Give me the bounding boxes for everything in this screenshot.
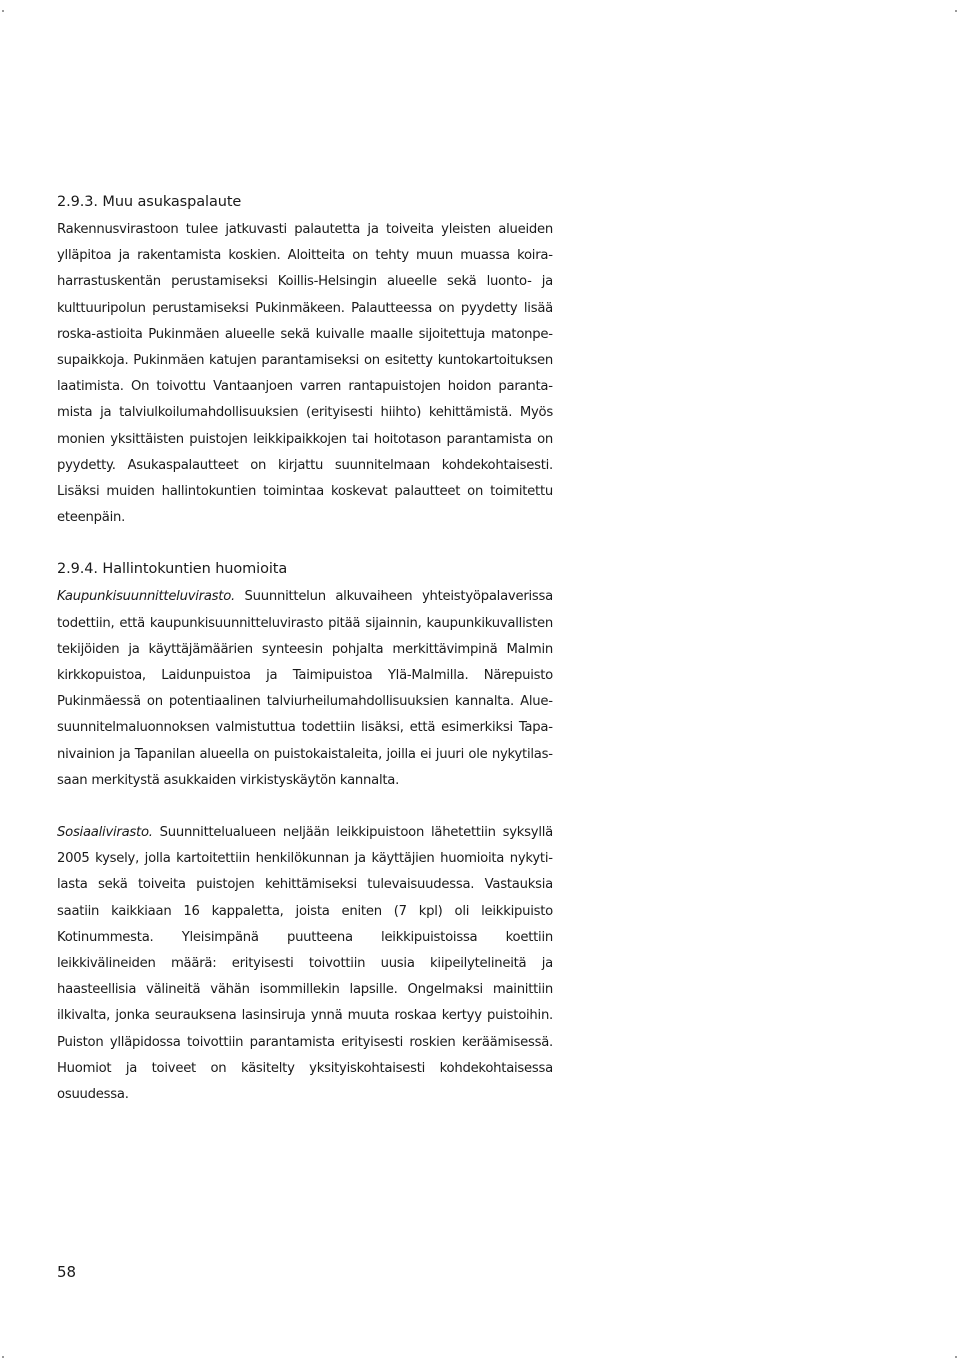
paragraph-lead-sosiaalivirasto: Sosiaalivirasto. — [57, 825, 153, 841]
crop-mark-top-left — [2, 10, 4, 12]
section-spacer — [57, 531, 553, 557]
paragraph-spacer — [57, 794, 553, 820]
paragraph-kaupunkisuunnitteluvirasto — [57, 584, 553, 794]
crop-mark-bottom-right — [955, 1356, 957, 1358]
section-heading-muu-asukaspalaute: 2.9.3. Muu asukaspalaute — [57, 194, 242, 210]
paragraph-text-kaupunkisuunnitteluvirasto: Suunnittelun alkuvaiheen yhteistyöpalaverissa todettiin, että kaupunkisuunnitteluvirasto pitää sijainnin, kaupunkikuvallisten tekijöiden ja käyttäjämäärien synteesin pohjalta merkittävimpinä Malmin kirkkopuistoa, Laidunpuistoa ja Taimipuistoa Ylä-Malmilla. Närepuisto Pukinmäessä on potentiaalinen talviurheilumahdollisuuksien kannalta. Aluesuunnitelmaluonnoksen valmistuttua todettiin lisäksi, että esimerkiksi Tapanivainion ja Tapanilan alueella on puistokaistaleita, joilla ei juuri ole nykytilassaan merkitystä asukkaiden virkistyskäytön kannalta. — [57, 589, 553, 788]
paragraph-lead-kaupunkisuunnitteluvirasto: Kaupunkisuunnitteluvirasto. — [57, 589, 235, 605]
crop-mark-bottom-left — [2, 1356, 4, 1358]
paragraph-sosiaalivirasto — [57, 820, 553, 1108]
paragraph-asukaspalaute: Rakennusvirastoon tulee jatkuvasti palautetta ja toiveita yleisten alueiden ylläpitoa ja rakentamista koskien. Aloitteita on tehty muun muassa koiraharrastuskentän perustamiseksi Koillis-Helsingin alueelle sekä luonto- ja kulttuuripolun perustamiseksi Pukinmäkeen. Palautteessa on pyydetty lisää roska-astioita Pukinmäen alueelle sekä kuivalle maalle sijoitettuja matonpesupaikkoja. Pukinmäen katujen parantamiseksi on esitetty kuntokartoituksen laatimista. On toivottu Vantaanjoen varren rantapuistojen hoidon parantamista ja talviulkoilumahdollisuuksien (erityisesti hiihto) kehittämistä. Myös monien yksittäisten puistojen leikkipaikkojen tai hoitotason parantamista on pyydetty. Asukaspalautteet on kirjattu suunnitelmaan kohdekohtaisesti. Lisäksi muiden hallintokuntien toimintaa koskevat palautteet on toimitettu eteenpäin. — [57, 222, 553, 526]
document-body — [57, 190, 553, 1108]
page-number: 58 — [57, 1263, 77, 1281]
section-heading-hallintokuntien-huomioita: 2.9.4. Hallintokuntien huomioita — [57, 561, 288, 578]
crop-mark-top-right — [955, 10, 957, 12]
paragraph-text-sosiaalivirasto: Suunnittelualueen neljään leikkipuistoon lähetettiin syksyllä 2005 kysely, jolla kartoitettiin henkilökunnan ja käyttäjien huomioita nykytilasta sekä toiveita puistojen kehittämiseksi tulevaisuudessa. Vastauksia saatiin kaikkiaan 16 kappaletta, joista eniten (7 kpl) oli leikkipuisto Kotinummesta. Yleisimpänä puutteena leikkipuistoissa koettiin leikkivälineiden määrä: erityisesti toivottiin uusia kiipeilytelineitä ja haasteellisia välineitä vähän isommillekin lapsille. Ongelmaksi mainittiin ilkivalta, jonka seurauksena lasinsiruja ynnä muuta roskaa kertyy puistoihin. Puiston ylläpidossa toivottiin parantamista erityisesti roskien keräämisessä. Huomiot ja toiveet on käsitelty yksityiskohtaisesti kohdekohtaisessa osuudessa. — [57, 825, 553, 1103]
